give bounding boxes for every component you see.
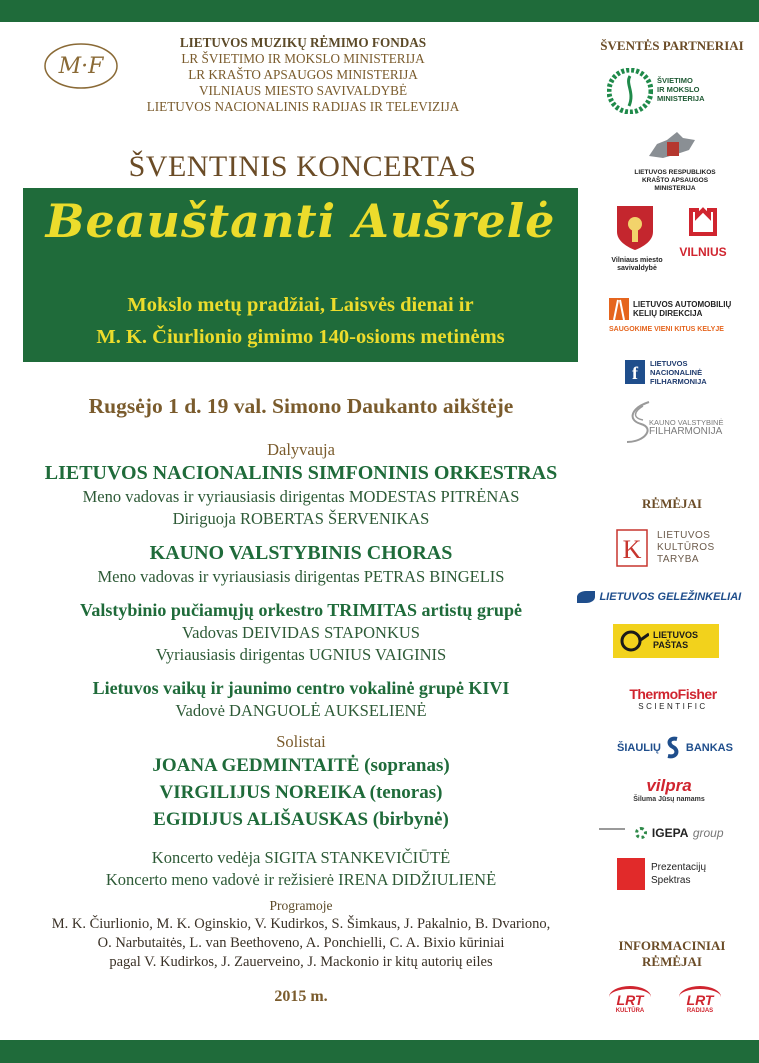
lrt-kultura-text: LRT — [609, 986, 651, 1008]
event-kicker: ŠVENTINIS KONCERTAS — [128, 150, 477, 183]
svg-text:K: K — [622, 535, 642, 564]
lrt-radijas-text: LRT — [679, 986, 721, 1008]
media-label-line-2: RĖMĖJAI — [642, 954, 702, 969]
logo-vilnius-brand — [677, 206, 729, 260]
poster-main — [0, 22, 585, 1040]
programme-line-2: O. Narbutaitės, L. van Beethoveno, A. Ponchielli, C. A. Bixio kūriniai — [97, 935, 505, 951]
defense-line-2: KRAŠTO APSAUGOS MINISTERIJA — [641, 177, 709, 192]
logo-lrt-kultura — [609, 986, 651, 1020]
bank-word-1: ŠIAULIŲ — [617, 742, 661, 754]
top-band — [0, 0, 759, 22]
defense-line-1: LIETUVOS RESPUBLIKOS — [634, 169, 716, 176]
education-emblem-icon — [607, 68, 653, 114]
kivi-leader: Vadovė DANGUOLĖ AUKSELIENĖ — [175, 701, 427, 720]
spektras-line-1: Prezentacijų — [651, 862, 707, 873]
spektras-line-2: Spektras — [651, 875, 691, 886]
soloist-2: VIRGILIJUS NOREIKA (tenoras) — [159, 782, 443, 803]
programme-line-1: M. K. Čiurlionio, M. K. Oginskio, V. Kudirkos, S. Šimkaus, J. Pakalnio, B. Dvariono, — [51, 916, 551, 932]
logo-letters: M·F — [58, 54, 104, 79]
logo-prezentaciju-spektras — [617, 858, 747, 890]
roads-line-2: KELIŲ DIREKCIJA — [633, 309, 703, 318]
organizer-1: LIETUVOS MUZIKŲ RĖMIMO FONDAS — [179, 35, 427, 50]
partners-label: ŠVENTĖS PARTNERIAI — [600, 38, 744, 53]
roads-slogan: SAUGOKIME VIENI KITUS KELYJE — [609, 326, 724, 333]
road-icon — [609, 298, 629, 320]
culture-line-2: KULTŪROS — [657, 542, 715, 553]
event-subtitle — [23, 289, 578, 353]
brass-leader: Vadovas DEIVIDAS STAPONKUS — [182, 623, 420, 642]
media-label-line-1: INFORMACINIAI — [618, 938, 726, 953]
subtitle-line-1: Mokslo metų pradžiai, Laisvės dienai ir — [127, 294, 474, 316]
organizer-3: LR KRAŠTO APSAUGOS MINISTERIJA — [188, 67, 418, 82]
phil-line-1: LIETUVOS — [650, 359, 688, 368]
post-line-2: PAŠTAS — [653, 640, 689, 650]
igepa-text: IGEPA — [651, 825, 689, 840]
logo-thermofisher — [613, 686, 733, 716]
culture-line-3: TARYBA — [657, 554, 700, 565]
title-box — [23, 188, 578, 362]
kaunas-line-1: KAUNO VALSTYBINĖ — [649, 418, 724, 427]
igepa-small-mark-icon — [599, 828, 625, 838]
philharmonic-f-icon — [625, 360, 645, 384]
logo-post — [613, 624, 719, 658]
logo-vilnius-municipality — [607, 204, 677, 284]
bank-s-icon — [665, 736, 681, 760]
orchestra-conductor: Diriguoja ROBERTAS ŠERVENIKAS — [172, 509, 430, 528]
culture-line-1: LIETUVOS — [657, 530, 711, 541]
logo-railways — [577, 588, 757, 606]
logo-culture-council — [615, 528, 745, 572]
vilnius-brand-text: VILNIUS — [679, 245, 727, 259]
logo-igepa — [599, 824, 749, 846]
culture-k-icon — [615, 528, 649, 568]
programme-line-3: pagal V. Kudirkos, J. Zauerveino, J. Mackonio ir kitų autorių eiles — [109, 954, 493, 970]
programme-label: Programoje — [269, 898, 333, 913]
media-sponsors-label — [585, 938, 759, 970]
program-block — [0, 440, 602, 972]
railways-mark-icon — [577, 591, 595, 603]
knight-emblem-icon — [643, 126, 703, 164]
sponsors-label: RĖMĖJAI — [642, 496, 702, 511]
partners-sidebar — [585, 22, 759, 1040]
choir-director: Meno vadovas ir vyriausiasis dirigentas PETRAS BINGELIS — [97, 567, 505, 586]
logo-lrt-radijas — [679, 986, 721, 1020]
thermo-sub: SCIENTIFIC — [638, 702, 708, 711]
post-horn-icon — [619, 628, 649, 654]
logo-ministry-defense — [625, 126, 745, 192]
lrt-radijas-sub: RADIJAS — [686, 1008, 714, 1014]
orchestra-director: Meno vadovas ir vyriausiasis dirigentas MODESTAS PITRĖNAS — [82, 487, 520, 506]
vilpra-sub: Šiluma Jūsų namams — [633, 796, 705, 803]
phil-line-2: NACIONALINĖ — [650, 368, 703, 377]
kivi-group: Lietuvos vaikų ir jaunimo centro vokalinė grupė KIVI — [92, 678, 510, 698]
logo-vilpra — [619, 776, 719, 812]
spektras-square-icon — [617, 858, 645, 890]
soloist-1: JOANA GEDMINTAITĖ (sopranas) — [152, 755, 450, 776]
participates-label: Dalyvauja — [267, 440, 335, 459]
vilnius-line-2: savivaldybė — [617, 265, 657, 272]
year: 2015 m. — [274, 988, 328, 1005]
organizers-list — [128, 35, 478, 115]
svg-text:f: f — [632, 363, 638, 383]
organizer-2: LR ŠVIETIMO IR MOKSLO MINISTERIJA — [181, 51, 425, 66]
vilnius-crown-icon — [677, 206, 729, 240]
choir-name: KAUNO VALSTYBINIS CHORAS — [149, 542, 453, 564]
bank-word-2: BANKAS — [685, 742, 733, 754]
kaunas-line-2: FILHARMONIJA — [649, 426, 723, 437]
concert-host: Koncerto vedėja SIGITA STANKEVIČIŪTĖ — [151, 848, 451, 867]
organizer-4: VILNIAUS MIESTO SAVIVALDYBĖ — [198, 83, 408, 98]
vilnius-line-1: Vilniaus miesto — [611, 257, 663, 264]
railways-text: LIETUVOS GELEŽINKELIAI — [599, 590, 742, 603]
lrt-kultura-sub: KULTŪRA — [615, 1008, 645, 1014]
logo-road-directorate — [609, 298, 755, 338]
logo-kaunas-philharmonic — [621, 398, 751, 450]
vilnius-coat-of-arms-icon — [615, 204, 655, 252]
concert-director: Koncerto meno vadovė ir režisierė IRENA DIDŽIULIENĖ — [105, 870, 497, 889]
logo-national-philharmonic — [625, 358, 745, 388]
organizer-5: LIETUVOS NACIONALINIS RADIJAS IR TELEVIZIJA — [146, 99, 460, 114]
orchestra-name: LIETUVOS NACIONALINIS SIMFONINIS ORKESTRAS — [44, 462, 558, 484]
logo-siauliu-bankas — [617, 736, 747, 762]
phil-line-3: FILHARMONIJA — [650, 377, 707, 386]
education-line-3: MINISTERIJA — [657, 94, 705, 103]
subtitle-line-2: M. K. Čiurlionio gimimo 140-osioms metinėms — [96, 326, 505, 348]
vilpra-text: vilpra — [646, 776, 692, 795]
igepa-group: group — [692, 825, 724, 840]
music-fund-logo — [42, 40, 120, 92]
event-title: Beauštanti Aušrelė — [45, 194, 556, 248]
brass-conductor: Vyriausiasis dirigentas UGNIUS VAIGINIS — [155, 645, 447, 664]
soloists-label: Solistai — [276, 732, 326, 751]
brass-group: Valstybinio pučiamųjų orkestro TRIMITAS artistų grupė — [80, 600, 522, 620]
thermo-text: ThermoFisher — [629, 686, 717, 702]
post-line-1: LIETUVOS — [653, 630, 699, 640]
bottom-band — [0, 1040, 759, 1063]
igepa-dots-icon — [635, 827, 647, 839]
logo-ministry-education — [607, 68, 747, 114]
soloist-3: EGIDIJUS ALIŠAUSKAS (birbynė) — [153, 809, 449, 830]
education-line-2: IR MOKSLO — [657, 85, 700, 94]
education-line-1: ŠVIETIMO — [657, 76, 693, 85]
date-location: Rugsėjo 1 d. 19 val. Simono Daukanto aikštėje — [88, 394, 514, 418]
roads-line-1: LIETUVOS AUTOMOBILIŲ — [633, 300, 732, 309]
